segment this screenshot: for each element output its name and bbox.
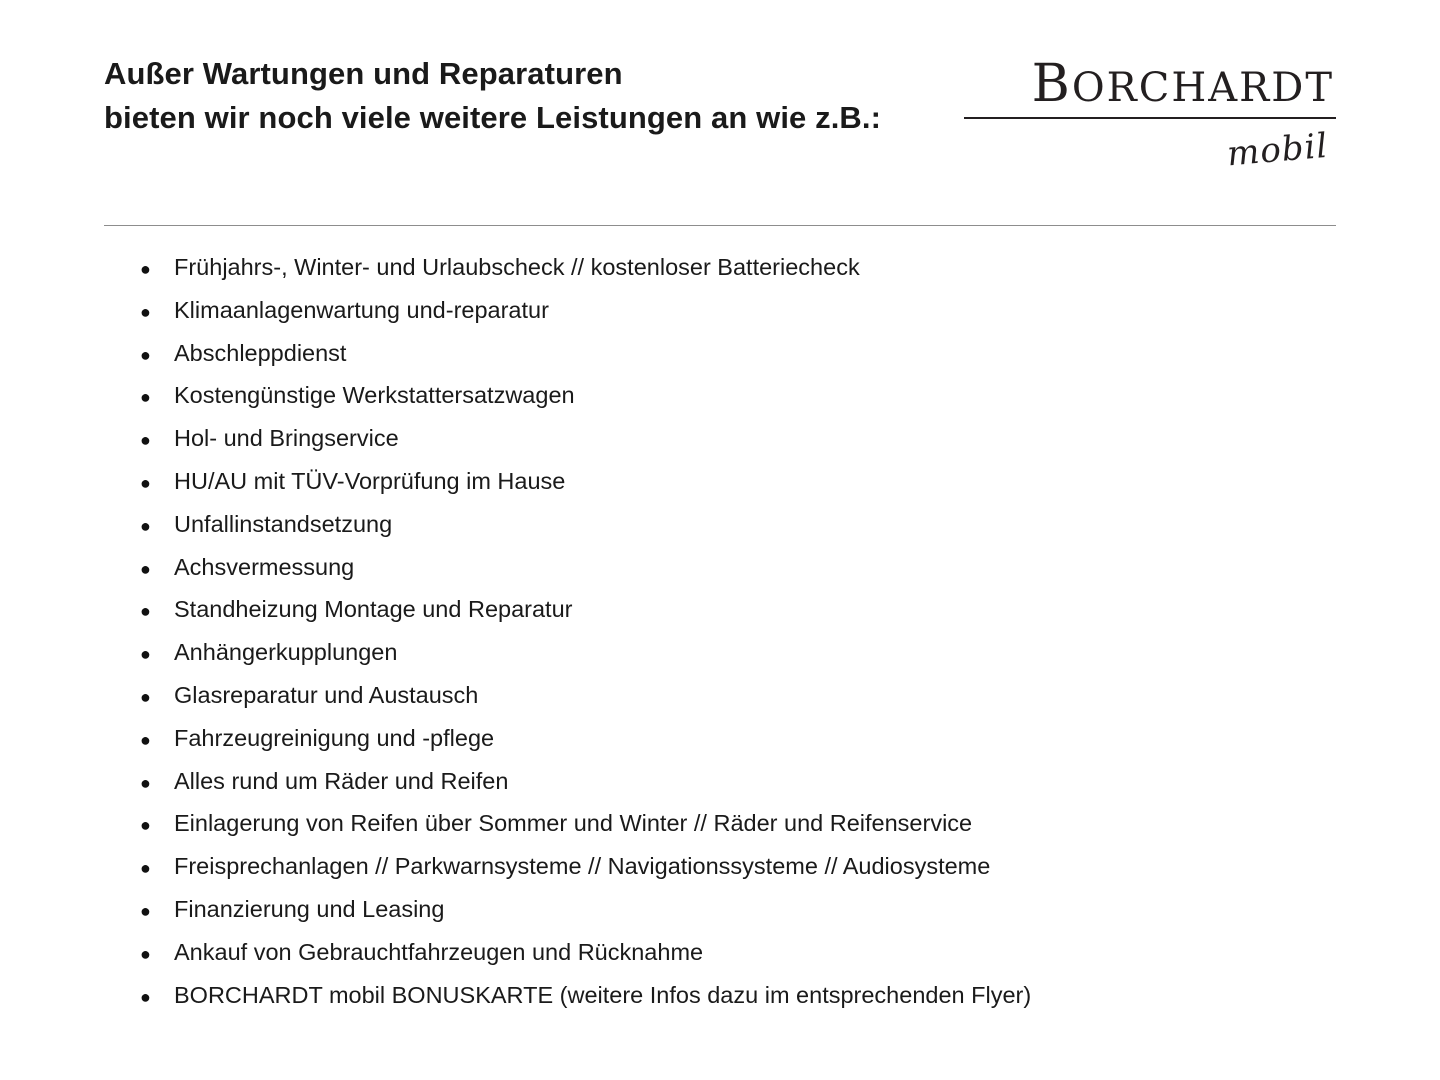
list-item <box>140 812 1380 855</box>
list-item-label: Kostengünstige Werkstattersatzwagen <box>174 382 575 409</box>
bullet-icon: ● <box>140 301 151 322</box>
list-item-label: Freisprechanlagen // Parkwarnsysteme // Navigationssysteme // Audiosysteme <box>174 853 991 880</box>
logo-underline <box>964 117 1336 119</box>
bullet-icon: ● <box>140 472 151 493</box>
bullet-icon: ● <box>140 644 151 665</box>
list-item-label: Achsvermessung <box>174 553 355 580</box>
borchardt-mobil-logo <box>964 52 1336 175</box>
headline-line-2: bieten wir noch viele weitere Leistungen an wie z.B.: <box>104 100 882 136</box>
bullet-icon: ● <box>140 858 151 879</box>
list-item-label: Standheizung Montage und Reparatur <box>174 596 573 623</box>
list-item <box>140 681 1380 727</box>
logo-initial: B <box>1031 54 1072 114</box>
logo-wordmark <box>964 54 1336 114</box>
list-item <box>140 510 1380 556</box>
list-item-label: Anhängerkupplungen <box>174 639 398 666</box>
bullet-icon: ● <box>140 558 151 579</box>
list-item <box>140 296 1380 342</box>
list-item-label: Finanzierung und Leasing <box>174 895 445 922</box>
list-item-label: Fahrzeugreinigung und -pflege <box>174 724 495 751</box>
headline-line-1: Außer Wartungen und Reparaturen <box>104 56 623 91</box>
bullet-icon: ● <box>140 986 151 1007</box>
list-item <box>140 467 1380 513</box>
list-item <box>140 384 1380 427</box>
list-item-label: Glasreparatur und Austausch <box>174 681 479 708</box>
list-item-label: Unfallinstandsetzung <box>174 510 393 537</box>
bullet-icon: ● <box>140 344 151 365</box>
page-header <box>104 52 1336 175</box>
bullet-icon: ● <box>140 387 151 408</box>
list-item-label: Einlagerung von Reifen über Sommer und Winter // Räder und Reifenservice <box>174 810 973 837</box>
bullet-icon: ● <box>140 900 151 921</box>
list-item <box>140 339 1380 385</box>
list-item <box>140 598 1380 641</box>
list-item <box>140 256 1380 299</box>
bullet-icon: ● <box>140 430 151 451</box>
list-item <box>140 427 1380 470</box>
list-item <box>140 641 1380 684</box>
list-item <box>140 895 1380 941</box>
list-item <box>140 767 1380 813</box>
list-item-label: Ankauf von Gebrauchtfahrzeugen und Rücknahme <box>174 938 704 965</box>
list-item <box>140 981 1380 1027</box>
header-divider <box>104 225 1336 226</box>
list-item-label: Abschleppdienst <box>174 339 347 366</box>
list-item-label: HU/AU mit TÜV-Vorprüfung im Hause <box>174 467 566 494</box>
list-item-label: Frühjahrs-, Winter- und Urlaubscheck // kostenloser Batteriecheck <box>174 254 860 280</box>
list-item <box>140 553 1380 599</box>
list-item <box>140 938 1380 984</box>
page-title <box>104 52 881 140</box>
list-item <box>140 724 1380 770</box>
bullet-icon: ● <box>140 259 151 279</box>
bullet-icon: ● <box>140 815 151 836</box>
bullet-icon: ● <box>140 729 151 750</box>
logo-wordmark-rest: ORCHARDT <box>1071 65 1334 111</box>
bullet-icon: ● <box>140 943 151 964</box>
logo-subtitle: mobil <box>1225 125 1330 175</box>
bullet-icon: ● <box>140 686 151 707</box>
list-item-label: Klimaanlagenwartung und-reparatur <box>174 296 549 323</box>
list-item <box>140 855 1380 898</box>
bullet-icon: ● <box>140 772 151 793</box>
services-list <box>140 256 1380 1026</box>
list-item-label: BORCHARDT mobil BONUSKARTE (weitere Infos dazu im entsprechenden Flyer) <box>174 981 1032 1008</box>
bullet-icon: ● <box>140 601 151 622</box>
list-item-label: Alles rund um Räder und Reifen <box>174 767 509 794</box>
bullet-icon: ● <box>140 515 151 536</box>
list-item-label: Hol- und Bringservice <box>174 425 399 452</box>
